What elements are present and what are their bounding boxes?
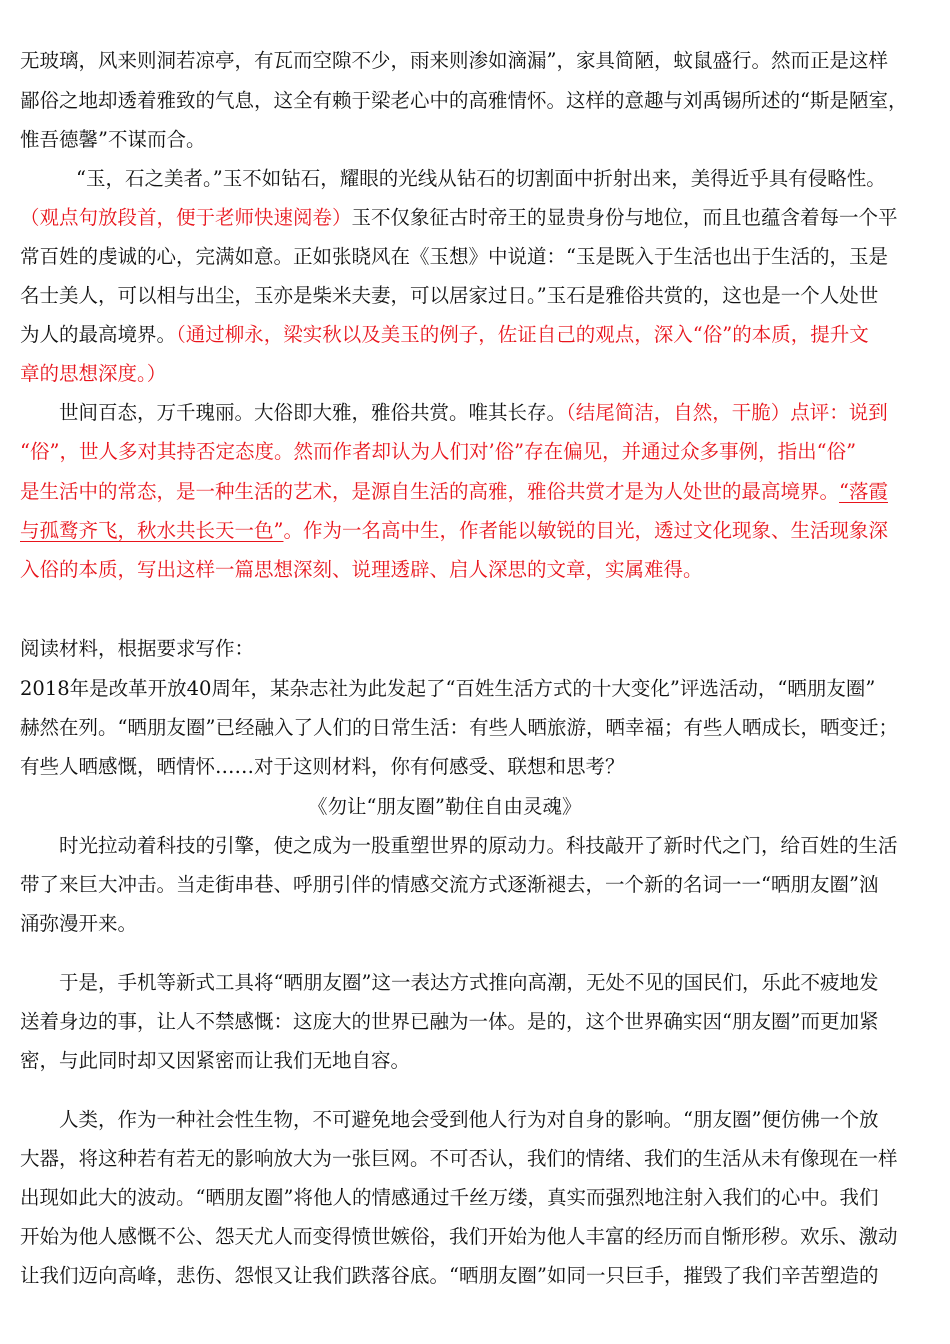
text-segment: 玉不仅象征古时帝王的显贵身份与地位，而且也蕴含着每一个平 [351,206,898,229]
text-line: 开始为他人感慨不公、怨天尤人而变得愤世嫉俗，我们开始为他人丰富的经历而自惭形秽。欢乐、激动 [20,1225,898,1248]
text-segment: 为人的最高境界。 [20,323,177,346]
text-segment: 是生活中的常态，是一种生活的艺术，是源自生活的高雅，雅俗共赏才是为人处世的最高境界。 [20,480,840,503]
teacher-comment: （结尾简洁，自然，干脆）点评：说到 [566,401,888,424]
text-segment: 。作为一名高中生，作者能以敏锐的目光，透过文化现象、生活现象深 [283,519,888,542]
text-line: 让我们迈向高峰，悲伤、怨恨又让我们跌落谷底。“晒朋友圈”如同一只巨手，摧毁了我们辛苦塑造的 [20,1264,879,1287]
text-line: 惟吾德馨”不谋而合。 [20,128,206,151]
essay-title: 《勿让“朋友圈”勒住自由灵魂》 [308,795,582,818]
underlined-quote: “落霞 [839,480,888,503]
text-line: 名士美人，可以相与出尘，玉亦是柴米夫妻，可以居家过日。”玉石是雅俗共赏的，这也是一个人处世 [20,284,879,307]
text-line: 大器，将这种若有若无的影响放大为一张巨网。不可否认，我们的情绪、我们的生活从未有像现在一样 [20,1147,898,1170]
text-line: 于是，手机等新式工具将“晒朋友圈”这一表达方式推向高潮，无处不见的国民们，乐此不疲地发 [59,971,879,994]
teacher-comment: （通过柳永，梁实秋以及美玉的例子，佐证自己的观点，深入“俗”的本质，提升文 [176,323,869,346]
prompt-text: 2018年是改革开放40周年，某杂志社为此发起了“百姓生活方式的十大变化”评选活动，“晒朋友圈” [20,677,876,700]
text-line: 无玻璃，风来则洞若凉亭，有瓦而空隙不少，雨来则渗如滴漏”，家具简陋，蚊鼠盛行。然而正是这样 [20,49,888,72]
text-line: 涌弥漫开来。 [20,912,138,935]
teacher-comment: 章的思想深度。） [20,362,167,385]
teacher-comment [20,479,888,505]
prompt-heading: 阅读材料，根据要求写作： [20,637,255,660]
text-line [59,400,888,426]
text-line: “玉，石之美者。”玉不如钻石，耀眼的光线从钻石的切割面中折射出来，美得近乎具有侵略性。 [76,167,886,190]
teacher-comment: 入俗的本质，写出这样一篇思想深刻、说理透辟、启人深思的文章，实属难得。 [20,558,703,581]
text-line [20,205,898,231]
text-line: 人类，作为一种社会性生物，不可避免地会受到他人行为对自身的影响。“朋友圈”便仿佛一个放 [59,1108,879,1131]
text-line [20,322,869,348]
text-line: 鄙俗之地却透着雅致的气息，这全有赖于梁老心中的高雅情怀。这样的意趣与刘禹锡所述的“斯是陋室， [20,89,908,112]
text-line: 出现如此大的波动。“晒朋友圈”将他人的情感通过千丝万缕，真实而强烈地注射入我们的心中。我们 [20,1186,879,1209]
text-line: 送着身边的事，让人不禁感慨：这庞大的世界已融为一体。是的，这个世界确实因“朋友圈”而更加紧 [20,1010,879,1033]
teacher-comment: “俗”，世人多对其持否定态度。然而作者却认为人们对’俗”存在偏见，并通过众多事例，指出“俗” [20,440,857,463]
prompt-text: 有些人晒感慨，晒情怀……对于这则材料，你有何感受、联想和思考？ [20,755,625,778]
teacher-comment [20,518,888,544]
text-line: 密，与此同时却又因紧密而让我们无地自容。 [20,1049,411,1072]
prompt-text: 赫然在列。“晒朋友圈”已经融入了人们的日常生活：有些人晒旅游，晒幸福；有些人晒成长，晒变迁； [20,716,898,739]
underlined-quote: 与孤鹜齐飞，秋水共长天一色” [20,519,284,542]
text-segment: 世间百态，万千瑰丽。大俗即大雅，雅俗共赏。唯其长存。 [59,401,567,424]
teacher-comment: （观点句放段首，便于老师快速阅卷） [20,206,352,229]
text-line: 常百姓的虔诚的心，完满如意。正如张晓风在《玉想》中说道：“玉是既入于生活也出于生活的，玉是 [20,245,888,268]
text-line: 带了来巨大冲击。当走街串巷、呼朋引伴的情感交流方式逐渐褪去，一个新的名词一一“晒朋友圈”汹 [20,873,879,896]
text-line: 时光拉动着科技的引擎，使之成为一股重塑世界的原动力。科技敲开了新时代之门，给百姓的生活 [59,834,898,857]
